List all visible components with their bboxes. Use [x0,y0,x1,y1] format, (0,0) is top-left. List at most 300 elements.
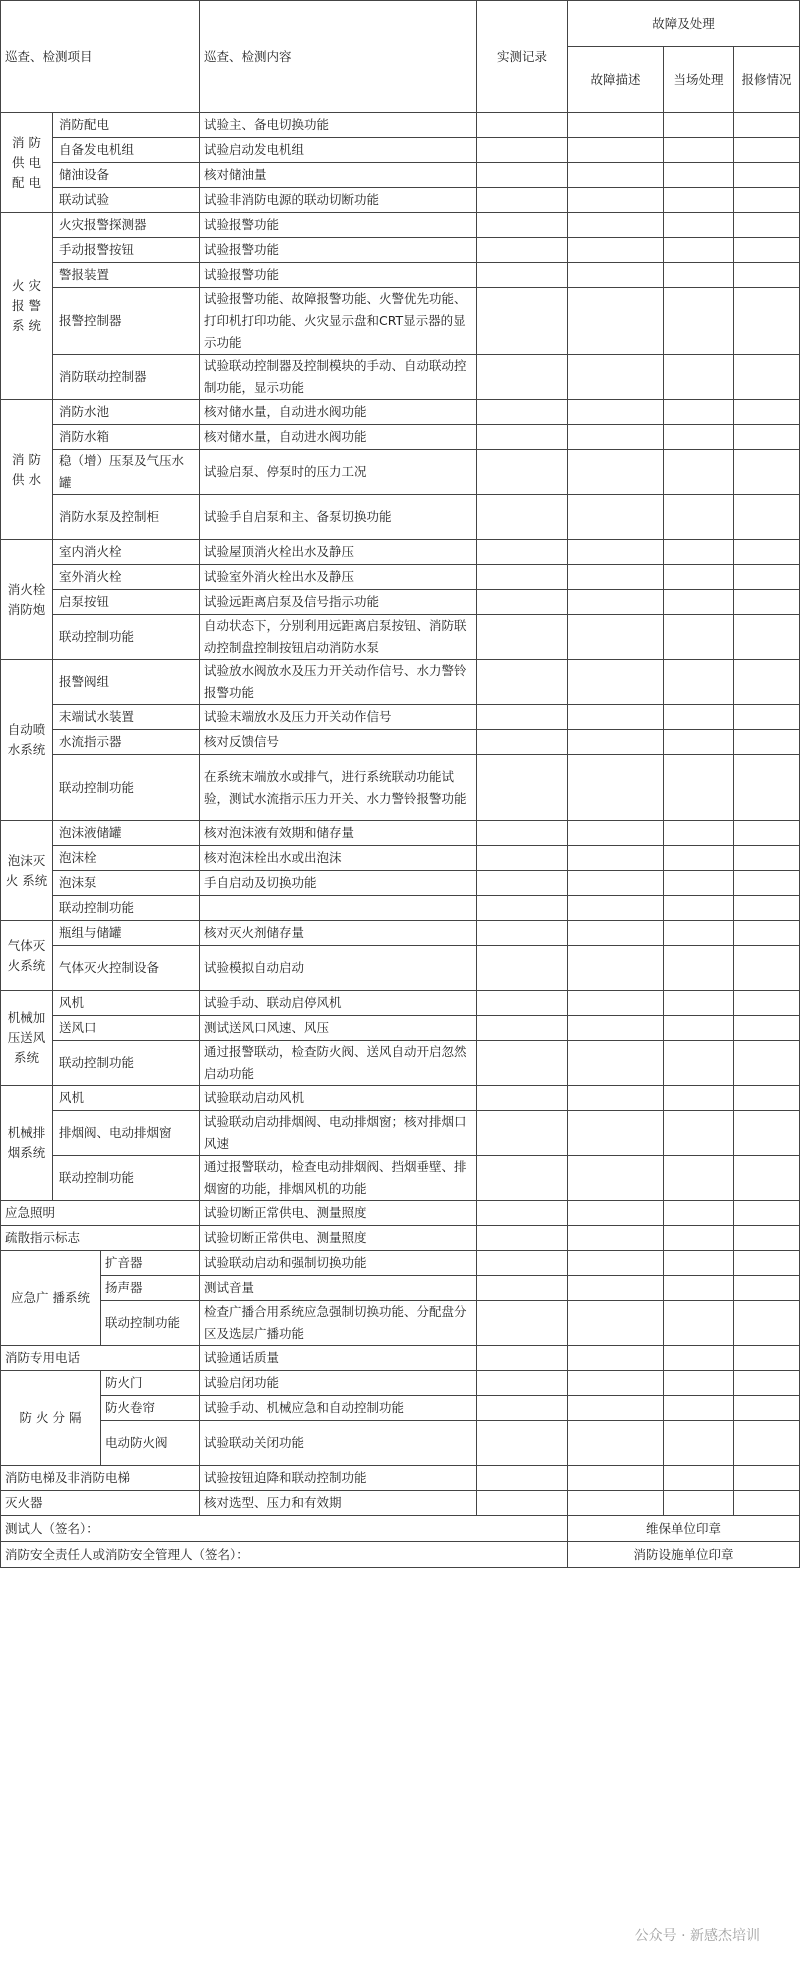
cell-fault-desc[interactable] [568,400,664,425]
item-cell: 联动控制功能 [53,1041,200,1086]
cell-repair[interactable] [734,425,800,450]
content-cell: 核对灭火剂储存量 [200,921,477,946]
cell-record[interactable] [477,263,568,288]
cell-onsite[interactable] [664,238,734,263]
cell-record[interactable] [477,896,568,921]
cell-repair[interactable] [734,138,800,163]
cell-fault-desc[interactable] [568,188,664,213]
table-row [1,355,800,400]
content-cell: 通过报警联动，检查防火阀、送风自动开启忽然启动功能 [200,1041,477,1086]
cell-repair[interactable] [734,921,800,946]
item-cell: 电动防火阀 [101,1421,200,1466]
cell-fault-desc[interactable] [568,846,664,871]
item-cell: 水流指示器 [53,730,200,755]
cell-onsite[interactable] [664,921,734,946]
cell-repair[interactable] [734,615,800,660]
header-content: 巡查、检测内容 [200,1,477,113]
cell-repair[interactable] [734,565,800,590]
cell-repair[interactable] [734,400,800,425]
cell-repair[interactable] [734,188,800,213]
cell-repair[interactable] [734,991,800,1016]
cell-fault-desc[interactable] [568,355,664,400]
table-row [1,1156,800,1201]
cell-record[interactable] [477,213,568,238]
cell-record[interactable] [477,565,568,590]
category-cell: 火 灾 报 警 系 统 [1,213,53,400]
cell-record[interactable] [477,450,568,495]
content-cell: 在系统末端放水或排气，进行系统联动功能试验，测试水流指示压力开关、水力警铃报警功能 [200,755,477,821]
item-cell: 联动控制功能 [53,755,200,821]
cell-fault-desc[interactable] [568,163,664,188]
item-cell: 风机 [53,991,200,1016]
cell-onsite[interactable] [664,1016,734,1041]
cell-record[interactable] [477,590,568,615]
cell-repair[interactable] [734,263,800,288]
cell-fault-desc[interactable] [568,1276,664,1301]
cell-fault-desc[interactable] [568,288,664,355]
table-row [1,213,800,238]
item-cell: 联动控制功能 [53,615,200,660]
header-repair: 报修情况 [734,47,800,113]
cell-onsite[interactable] [664,1201,734,1226]
table-row [1,1251,800,1276]
item-cell: 消防水箱 [53,425,200,450]
cell-onsite[interactable] [664,163,734,188]
content-cell: 试验报警功能、故障报警功能、火警优先功能、打印机打印功能、火灾显示盘和CRT显示器的显示功能 [200,288,477,355]
content-cell: 试验放水阀放水及压力开关动作信号、水力警铃报警功能 [200,660,477,705]
cell-repair[interactable] [734,1251,800,1276]
cell-fault-desc[interactable] [568,755,664,821]
cell-fault-desc[interactable] [568,730,664,755]
cell-record[interactable] [477,946,568,991]
content-cell: 试验手动、联动启停风机 [200,991,477,1016]
cell-fault-desc[interactable] [568,238,664,263]
cell-onsite[interactable] [664,288,734,355]
cell-record[interactable] [477,540,568,565]
table-row [1,425,800,450]
cell-repair[interactable] [734,946,800,991]
table-row [1,730,800,755]
cell-record[interactable] [477,1301,568,1346]
cell-onsite[interactable] [664,1041,734,1086]
table-row [1,755,800,821]
cell-onsite[interactable] [664,755,734,821]
table-row [1,113,800,138]
header-item: 巡查、检测项目 [1,1,200,113]
cell-record[interactable] [477,846,568,871]
cell-fault-desc[interactable] [568,263,664,288]
cell-onsite[interactable] [664,1111,734,1156]
category-cell: 消 防 供 水 [1,400,53,540]
content-cell: 试验报警功能 [200,213,477,238]
cell-onsite[interactable] [664,138,734,163]
header-record: 实测记录 [477,1,568,113]
cell-fault-desc[interactable] [568,1201,664,1226]
footer-row [1,1542,800,1568]
cell-onsite[interactable] [664,1226,734,1251]
cell-record[interactable] [477,238,568,263]
content-cell: 核对反馈信号 [200,730,477,755]
cell-repair[interactable] [734,1276,800,1301]
content-cell: 试验切断正常供电、测量照度 [200,1201,477,1226]
item-cell: 消防联动控制器 [53,355,200,400]
cell-onsite[interactable] [664,590,734,615]
item-cell: 消防水池 [53,400,200,425]
cell-repair[interactable] [734,495,800,540]
cell-record[interactable] [477,755,568,821]
cell-onsite[interactable] [664,425,734,450]
cell-repair[interactable] [734,1466,800,1491]
cell-record[interactable] [477,1371,568,1396]
table-row [1,821,800,846]
content-cell: 试验远距离启泵及信号指示功能 [200,590,477,615]
cell-repair[interactable] [734,730,800,755]
item-cell: 联动试验 [53,188,200,213]
cell-record[interactable] [477,1421,568,1466]
cell-repair[interactable] [734,1201,800,1226]
content-cell: 核对储水量，自动进水阀功能 [200,400,477,425]
cell-record[interactable] [477,425,568,450]
cell-onsite[interactable] [664,1466,734,1491]
content-cell: 试验启动发电机组 [200,138,477,163]
cell-fault-desc[interactable] [568,946,664,991]
category-cell: 泡沫灭 火 系统 [1,821,53,921]
item-cell: 警报装置 [53,263,200,288]
cell-record[interactable] [477,1086,568,1111]
content-cell: 试验联动控制器及控制模块的手动、自动联动控制功能，显示功能 [200,355,477,400]
cell-onsite[interactable] [664,1346,734,1371]
cell-fault-desc[interactable] [568,1346,664,1371]
cell-repair[interactable] [734,1371,800,1396]
item-cell: 手动报警按钮 [53,238,200,263]
cell-fault-desc[interactable] [568,565,664,590]
cell-onsite[interactable] [664,263,734,288]
table-row [1,238,800,263]
table-row [1,1301,800,1346]
cell-record[interactable] [477,400,568,425]
category-cell: 机械加 压送风 系统 [1,991,53,1086]
content-cell: 核对泡沫液有效期和储存量 [200,821,477,846]
cell-onsite[interactable] [664,1251,734,1276]
cell-fault-desc[interactable] [568,1421,664,1466]
cell-record[interactable] [477,730,568,755]
cell-onsite[interactable] [664,188,734,213]
cell-record[interactable] [477,871,568,896]
cell-fault-desc[interactable] [568,1301,664,1346]
item-cell: 扬声器 [101,1276,200,1301]
cell-fault-desc[interactable] [568,921,664,946]
cell-repair[interactable] [734,846,800,871]
cell-repair[interactable] [734,896,800,921]
cell-repair[interactable] [734,1156,800,1201]
category-cell: 气体灭 火系统 [1,921,53,991]
item-cell: 风机 [53,1086,200,1111]
content-cell: 手自启动及切换功能 [200,871,477,896]
cell-record[interactable] [477,113,568,138]
table-row [1,263,800,288]
cell-record[interactable] [477,1201,568,1226]
cell-repair[interactable] [734,1396,800,1421]
cell-onsite[interactable] [664,615,734,660]
content-cell: 试验屋顶消火栓出水及静压 [200,540,477,565]
cell-onsite[interactable] [664,540,734,565]
cell-repair[interactable] [734,871,800,896]
cell-repair[interactable] [734,660,800,705]
cell-fault-desc[interactable] [568,1086,664,1111]
cell-record[interactable] [477,1226,568,1251]
responsible-signature[interactable]: 消防安全责任人或消防安全管理人（签名）： [1,1542,568,1568]
cell-record[interactable] [477,1396,568,1421]
cell-fault-desc[interactable] [568,871,664,896]
table-row [1,896,800,921]
category-cell: 疏散指示标志 [1,1226,200,1251]
table-row [1,946,800,991]
cell-onsite[interactable] [664,565,734,590]
cell-onsite[interactable] [664,1276,734,1301]
category-cell: 机械排 烟系统 [1,1086,53,1201]
content-cell: 试验切断正常供电、测量照度 [200,1226,477,1251]
cell-fault-desc[interactable] [568,1041,664,1086]
item-cell: 泡沫液储罐 [53,821,200,846]
content-cell: 试验主、备电切换功能 [200,113,477,138]
cell-onsite[interactable] [664,1421,734,1466]
cell-fault-desc[interactable] [568,991,664,1016]
content-cell: 试验报警功能 [200,263,477,288]
table-row [1,921,800,946]
cell-repair[interactable] [734,288,800,355]
cell-fault-desc[interactable] [568,1156,664,1201]
cell-onsite[interactable] [664,991,734,1016]
table-row [1,400,800,425]
item-cell: 联动控制功能 [101,1301,200,1346]
content-cell: 试验联动关闭功能 [200,1421,477,1466]
category-cell: 应急广 播系统 [1,1251,101,1346]
cell-repair[interactable] [734,163,800,188]
cell-record[interactable] [477,138,568,163]
cell-fault-desc[interactable] [568,821,664,846]
cell-record[interactable] [477,1016,568,1041]
category-cell: 自动喷 水系统 [1,660,53,821]
table-row [1,138,800,163]
content-cell: 试验手动、机械应急和自动控制功能 [200,1396,477,1421]
item-cell: 稳（增）压泵及气压水罐 [53,450,200,495]
cell-repair[interactable] [734,590,800,615]
content-cell: 核对选型、压力和有效期 [200,1491,477,1516]
item-cell: 室外消火栓 [53,565,200,590]
cell-record[interactable] [477,705,568,730]
content-cell: 试验室外消火栓出水及静压 [200,565,477,590]
item-cell: 消防配电 [53,113,200,138]
item-cell: 排烟阀、电动排烟窗 [53,1111,200,1156]
content-cell: 试验联动启动风机 [200,1086,477,1111]
cell-fault-desc[interactable] [568,1016,664,1041]
cell-fault-desc[interactable] [568,1251,664,1276]
item-cell: 自备发电机组 [53,138,200,163]
cell-onsite[interactable] [664,450,734,495]
cell-onsite[interactable] [664,821,734,846]
cell-repair[interactable] [734,1491,800,1516]
cell-repair[interactable] [734,1111,800,1156]
cell-repair[interactable] [734,1016,800,1041]
cell-fault-desc[interactable] [568,495,664,540]
item-cell: 储油设备 [53,163,200,188]
item-cell: 启泵按钮 [53,590,200,615]
header-fault-group: 故障及处理 [568,1,800,47]
cell-repair[interactable] [734,755,800,821]
cell-fault-desc[interactable] [568,1371,664,1396]
category-cell: 消火栓 消防炮 [1,540,53,660]
watermark: 公众号 · 新感杰培训 [634,1928,760,1944]
item-cell: 消防水泵及控制柜 [53,495,200,540]
cell-fault-desc[interactable] [568,1396,664,1421]
cell-onsite[interactable] [664,846,734,871]
cell-fault-desc[interactable] [568,896,664,921]
cell-fault-desc[interactable] [568,540,664,565]
cell-record[interactable] [477,1276,568,1301]
cell-onsite[interactable] [664,400,734,425]
table-row [1,590,800,615]
cell-repair[interactable] [734,1421,800,1466]
cell-fault-desc[interactable] [568,1491,664,1516]
content-cell: 测试送风口风速、风压 [200,1016,477,1041]
cell-fault-desc[interactable] [568,1226,664,1251]
table-row [1,565,800,590]
cell-onsite[interactable] [664,213,734,238]
facility-seal: 消防设施单位印章 [568,1542,800,1568]
table-row [1,991,800,1016]
cell-fault-desc[interactable] [568,590,664,615]
cell-onsite[interactable] [664,1491,734,1516]
cell-record[interactable] [477,991,568,1016]
cell-record[interactable] [477,1491,568,1516]
footer-row [1,1516,800,1542]
table-row [1,1086,800,1111]
table-row [1,1421,800,1466]
table-row [1,1491,800,1516]
cell-repair[interactable] [734,540,800,565]
cell-repair[interactable] [734,450,800,495]
content-cell: 核对储油量 [200,163,477,188]
item-cell: 报警控制器 [53,288,200,355]
cell-repair[interactable] [734,355,800,400]
cell-onsite[interactable] [664,896,734,921]
table-row [1,450,800,495]
table-row [1,846,800,871]
cell-fault-desc[interactable] [568,705,664,730]
item-cell: 泡沫泵 [53,871,200,896]
cell-repair[interactable] [734,1301,800,1346]
cell-fault-desc[interactable] [568,1466,664,1491]
content-cell: 通过报警联动，检查电动排烟阀、挡烟垂壁、排烟窗的功能，排烟风机的功能 [200,1156,477,1201]
tester-signature[interactable]: 测试人（签名）： [1,1516,568,1542]
cell-onsite[interactable] [664,1156,734,1201]
content-cell: 试验手自启泵和主、备泵切换功能 [200,495,477,540]
content-cell: 自动状态下，分别利用远距离启泵按钮、消防联动控制盘控制按钮启动消防水泵 [200,615,477,660]
cell-record[interactable] [477,495,568,540]
cell-fault-desc[interactable] [568,425,664,450]
category-cell: 应急照明 [1,1201,200,1226]
cell-repair[interactable] [734,1226,800,1251]
cell-onsite[interactable] [664,1371,734,1396]
cell-onsite[interactable] [664,871,734,896]
cell-onsite[interactable] [664,946,734,991]
table-row [1,1111,800,1156]
cell-repair[interactable] [734,1041,800,1086]
table-row [1,540,800,565]
cell-repair[interactable] [734,238,800,263]
cell-fault-desc[interactable] [568,213,664,238]
cell-record[interactable] [477,1346,568,1371]
cell-record[interactable] [477,355,568,400]
content-cell: 试验报警功能 [200,238,477,263]
cell-onsite[interactable] [664,1086,734,1111]
cell-fault-desc[interactable] [568,138,664,163]
cell-onsite[interactable] [664,1396,734,1421]
content-cell: 试验启泵、停泵时的压力工况 [200,450,477,495]
cell-repair[interactable] [734,113,800,138]
cell-fault-desc[interactable] [568,450,664,495]
table-row [1,1226,800,1251]
cell-record[interactable] [477,1466,568,1491]
cell-onsite[interactable] [664,1301,734,1346]
cell-record[interactable] [477,1251,568,1276]
cell-record[interactable] [477,163,568,188]
category-cell: 消防电梯及非消防电梯 [1,1466,200,1491]
table-row [1,188,800,213]
cell-onsite[interactable] [664,495,734,540]
cell-record[interactable] [477,615,568,660]
cell-repair[interactable] [734,821,800,846]
content-cell: 试验通话质量 [200,1346,477,1371]
cell-record[interactable] [477,188,568,213]
cell-record[interactable] [477,921,568,946]
content-cell: 核对储水量，自动进水阀功能 [200,425,477,450]
cell-record[interactable] [477,660,568,705]
cell-record[interactable] [477,288,568,355]
cell-repair[interactable] [734,1346,800,1371]
cell-record[interactable] [477,1111,568,1156]
table-row [1,1396,800,1421]
table-row [1,1041,800,1086]
cell-fault-desc[interactable] [568,660,664,705]
header-onsite: 当场处理 [664,47,734,113]
cell-record[interactable] [477,821,568,846]
item-cell: 送风口 [53,1016,200,1041]
item-cell: 末端试水装置 [53,705,200,730]
cell-record[interactable] [477,1156,568,1201]
item-cell: 火灾报警探测器 [53,213,200,238]
category-cell: 消防专用电话 [1,1346,200,1371]
cell-onsite[interactable] [664,705,734,730]
cell-fault-desc[interactable] [568,113,664,138]
cell-repair[interactable] [734,213,800,238]
cell-onsite[interactable] [664,660,734,705]
cell-onsite[interactable] [664,113,734,138]
table-row [1,615,800,660]
cell-onsite[interactable] [664,730,734,755]
cell-fault-desc[interactable] [568,615,664,660]
item-cell: 室内消火栓 [53,540,200,565]
category-cell: 灭火器 [1,1491,200,1516]
cell-onsite[interactable] [664,355,734,400]
cell-record[interactable] [477,1041,568,1086]
content-cell: 试验联动启动排烟阀、电动排烟窗；核对排烟口风速 [200,1111,477,1156]
category-cell: 防 火 分 隔 [1,1371,101,1466]
cell-repair[interactable] [734,705,800,730]
cell-fault-desc[interactable] [568,1111,664,1156]
cell-repair[interactable] [734,1086,800,1111]
table-row [1,1466,800,1491]
